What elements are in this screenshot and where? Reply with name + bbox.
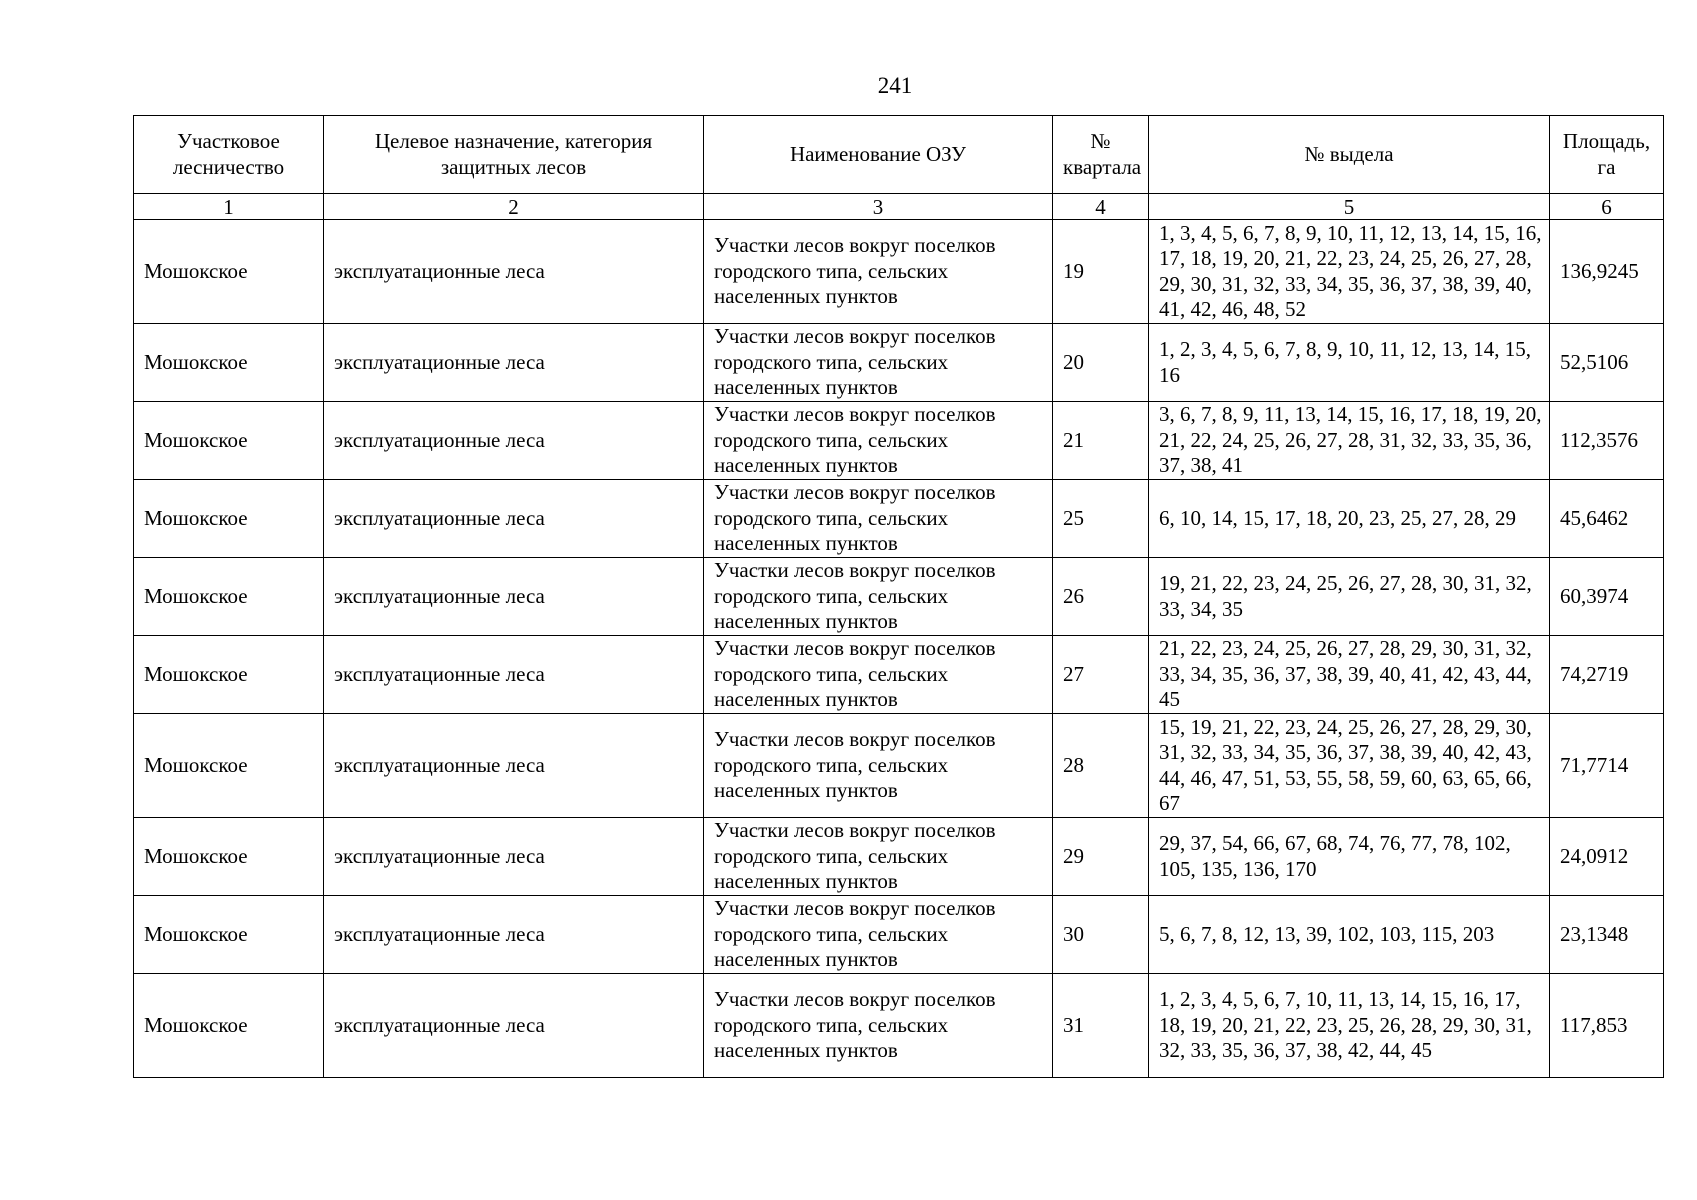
cell-purpose: эксплуатационные леса bbox=[324, 558, 704, 636]
table-row bbox=[134, 558, 1664, 636]
header-purpose: Целевое назначение, категория защитных лесов bbox=[324, 116, 704, 194]
cell-ozu-name: Участки лесов вокруг поселков городского типа, сельских населенных пунктов bbox=[704, 558, 1053, 636]
cell-forestry: Мошокское bbox=[134, 558, 324, 636]
cell-ozu-name: Участки лесов вокруг поселков городского типа, сельских населенных пунктов bbox=[704, 636, 1053, 714]
table-row bbox=[134, 324, 1664, 402]
column-number: 4 bbox=[1053, 194, 1149, 220]
cell-ozu-name: Участки лесов вокруг поселков городского типа, сельских населенных пунктов bbox=[704, 974, 1053, 1078]
cell-forestry: Мошокское bbox=[134, 714, 324, 818]
cell-plot-numbers: 6, 10, 14, 15, 17, 18, 20, 23, 25, 27, 28, 29 bbox=[1149, 480, 1550, 558]
cell-forestry: Мошокское bbox=[134, 220, 324, 324]
table-row bbox=[134, 636, 1664, 714]
cell-purpose: эксплуатационные леса bbox=[324, 636, 704, 714]
table-row bbox=[134, 402, 1664, 480]
cell-plot-numbers: 5, 6, 7, 8, 12, 13, 39, 102, 103, 115, 203 bbox=[1149, 896, 1550, 974]
table-header-row bbox=[134, 116, 1664, 194]
cell-forestry: Мошокское bbox=[134, 324, 324, 402]
column-number: 2 bbox=[324, 194, 704, 220]
cell-area: 24,0912 bbox=[1550, 818, 1664, 896]
cell-quarter-number: 27 bbox=[1053, 636, 1149, 714]
cell-quarter-number: 19 bbox=[1053, 220, 1149, 324]
cell-area: 23,1348 bbox=[1550, 896, 1664, 974]
cell-purpose: эксплуатационные леса bbox=[324, 480, 704, 558]
cell-quarter-number: 28 bbox=[1053, 714, 1149, 818]
cell-area: 52,5106 bbox=[1550, 324, 1664, 402]
cell-forestry: Мошокское bbox=[134, 402, 324, 480]
cell-quarter-number: 26 bbox=[1053, 558, 1149, 636]
cell-purpose: эксплуатационные леса bbox=[324, 402, 704, 480]
cell-ozu-name: Участки лесов вокруг поселков городского типа, сельских населенных пунктов bbox=[704, 896, 1053, 974]
table-row bbox=[134, 480, 1664, 558]
cell-forestry: Мошокское bbox=[134, 818, 324, 896]
column-number: 3 bbox=[704, 194, 1053, 220]
cell-quarter-number: 21 bbox=[1053, 402, 1149, 480]
cell-quarter-number: 29 bbox=[1053, 818, 1149, 896]
header-forestry: Участковое лесничество bbox=[134, 116, 324, 194]
cell-area: 136,9245 bbox=[1550, 220, 1664, 324]
cell-plot-numbers: 21, 22, 23, 24, 25, 26, 27, 28, 29, 30, 31, 32, 33, 34, 35, 36, 37, 38, 39, 40, 41, 42, 43, 44, 45 bbox=[1149, 636, 1550, 714]
table-row bbox=[134, 974, 1664, 1078]
cell-plot-numbers: 19, 21, 22, 23, 24, 25, 26, 27, 28, 30, 31, 32, 33, 34, 35 bbox=[1149, 558, 1550, 636]
table-row bbox=[134, 714, 1664, 818]
cell-ozu-name: Участки лесов вокруг поселков городского типа, сельских населенных пунктов bbox=[704, 402, 1053, 480]
cell-plot-numbers: 29, 37, 54, 66, 67, 68, 74, 76, 77, 78, 102, 105, 135, 136, 170 bbox=[1149, 818, 1550, 896]
cell-area: 71,7714 bbox=[1550, 714, 1664, 818]
header-quarter-number: № квартала bbox=[1053, 116, 1149, 194]
header-plot-numbers: № выдела bbox=[1149, 116, 1550, 194]
cell-ozu-name: Участки лесов вокруг поселков городского типа, сельских населенных пунктов bbox=[704, 480, 1053, 558]
cell-plot-numbers: 1, 2, 3, 4, 5, 6, 7, 8, 9, 10, 11, 12, 13, 14, 15, 16 bbox=[1149, 324, 1550, 402]
column-number: 6 bbox=[1550, 194, 1664, 220]
forest-areas-table bbox=[133, 115, 1664, 1078]
header-area: Площадь, га bbox=[1550, 116, 1664, 194]
cell-quarter-number: 31 bbox=[1053, 974, 1149, 1078]
cell-plot-numbers: 3, 6, 7, 8, 9, 11, 13, 14, 15, 16, 17, 18, 19, 20, 21, 22, 24, 25, 26, 27, 28, 31, 32, 33, 35, 36, 37, 38, 41 bbox=[1149, 402, 1550, 480]
header-ozu-name: Наименование ОЗУ bbox=[704, 116, 1053, 194]
cell-purpose: эксплуатационные леса bbox=[324, 974, 704, 1078]
cell-plot-numbers: 15, 19, 21, 22, 23, 24, 25, 26, 27, 28, 29, 30, 31, 32, 33, 34, 35, 36, 37, 38, 39, 40, 42, 43, 44, 46, 47, 51, 53, 55, 58, 59, 60, 63, 65, 66, 67 bbox=[1149, 714, 1550, 818]
cell-forestry: Мошокское bbox=[134, 974, 324, 1078]
cell-area: 117,853 bbox=[1550, 974, 1664, 1078]
page-number: 241 bbox=[877, 73, 913, 98]
cell-quarter-number: 30 bbox=[1053, 896, 1149, 974]
column-number: 5 bbox=[1149, 194, 1550, 220]
cell-ozu-name: Участки лесов вокруг поселков городского типа, сельских населенных пунктов bbox=[704, 714, 1053, 818]
cell-area: 112,3576 bbox=[1550, 402, 1664, 480]
cell-purpose: эксплуатационные леса bbox=[324, 896, 704, 974]
cell-area: 45,6462 bbox=[1550, 480, 1664, 558]
cell-area: 60,3974 bbox=[1550, 558, 1664, 636]
cell-plot-numbers: 1, 3, 4, 5, 6, 7, 8, 9, 10, 11, 12, 13, 14, 15, 16, 17, 18, 19, 20, 21, 22, 23, 24, 25, 26, 27, 28, 29, 30, 31, 32, 33, 34, 35, 36, 37, 38, 39, 40, 41, 42, 46, 48, 52 bbox=[1149, 220, 1550, 324]
column-number: 1 bbox=[134, 194, 324, 220]
column-number-row bbox=[134, 194, 1664, 220]
cell-purpose: эксплуатационные леса bbox=[324, 818, 704, 896]
cell-ozu-name: Участки лесов вокруг поселков городского типа, сельских населенных пунктов bbox=[704, 818, 1053, 896]
cell-purpose: эксплуатационные леса bbox=[324, 220, 704, 324]
cell-forestry: Мошокское bbox=[134, 896, 324, 974]
cell-purpose: эксплуатационные леса bbox=[324, 714, 704, 818]
table-row bbox=[134, 220, 1664, 324]
cell-quarter-number: 20 bbox=[1053, 324, 1149, 402]
cell-purpose: эксплуатационные леса bbox=[324, 324, 704, 402]
cell-forestry: Мошокское bbox=[134, 480, 324, 558]
table-row bbox=[134, 818, 1664, 896]
table-row bbox=[134, 896, 1664, 974]
cell-quarter-number: 25 bbox=[1053, 480, 1149, 558]
cell-forestry: Мошокское bbox=[134, 636, 324, 714]
cell-area: 74,2719 bbox=[1550, 636, 1664, 714]
cell-ozu-name: Участки лесов вокруг поселков городского типа, сельских населенных пунктов bbox=[704, 324, 1053, 402]
cell-ozu-name: Участки лесов вокруг поселков городского типа, сельских населенных пунктов bbox=[704, 220, 1053, 324]
cell-plot-numbers: 1, 2, 3, 4, 5, 6, 7, 10, 11, 13, 14, 15, 16, 17, 18, 19, 20, 21, 22, 23, 25, 26, 28, 29, 30, 31, 32, 33, 35, 36, 37, 38, 42, 44, 45 bbox=[1149, 974, 1550, 1078]
